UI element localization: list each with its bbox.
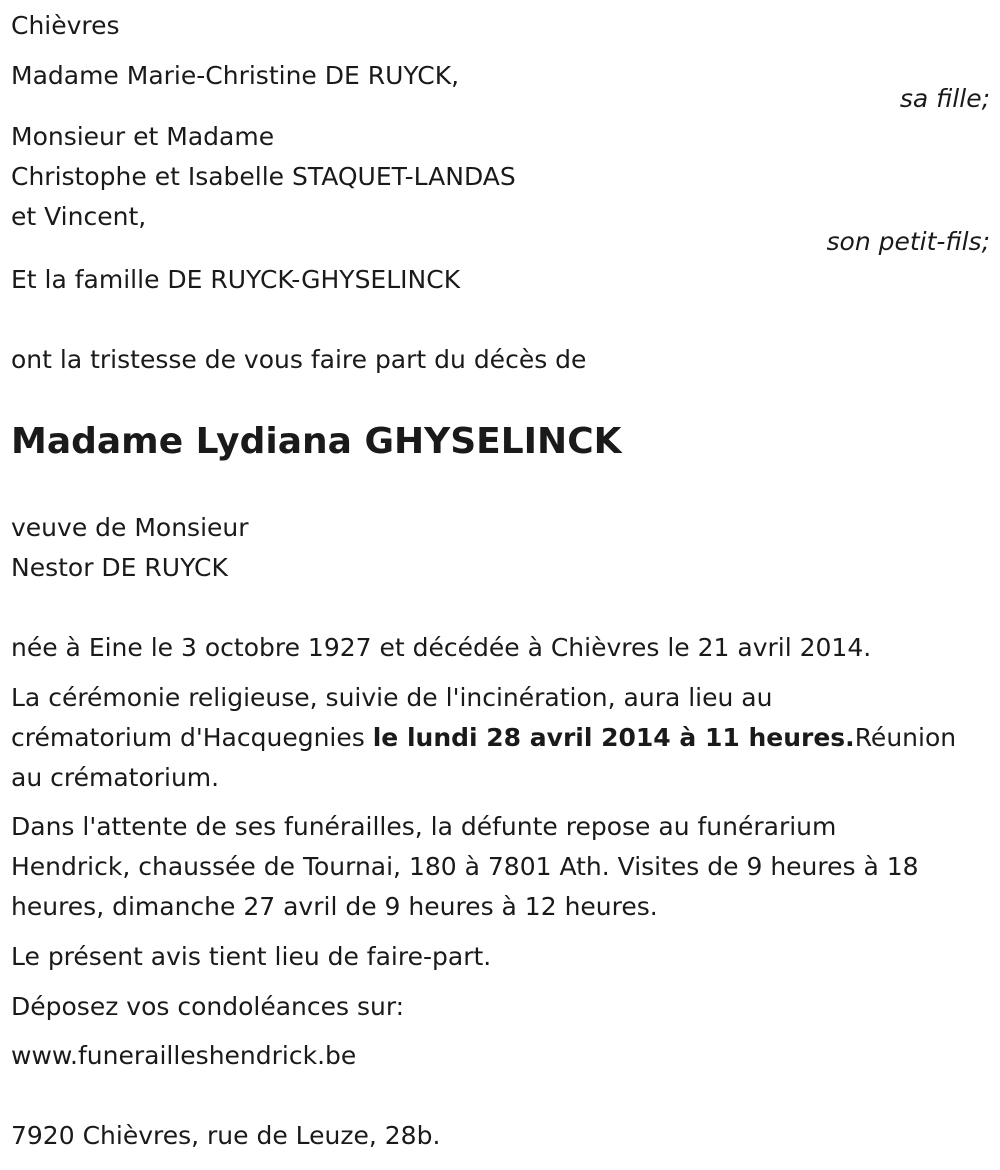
condolences-link[interactable]: www.funerailleshendrick.be xyxy=(11,1041,357,1070)
announcement-text: ont la tristesse de vous faire part du décès de xyxy=(11,345,587,374)
header-place: Chièvres xyxy=(11,11,120,40)
birth-death-line: née à Eine le 3 octobre 1927 et décédée à Chièvres le 21 avril 2014. xyxy=(11,633,872,662)
grandson-relation: son petit-fils; xyxy=(826,227,990,256)
deceased-name: Madame Lydiana GHYSELINCK xyxy=(11,421,622,462)
grandson-line-3: et Vincent, xyxy=(11,202,147,231)
daughter-name: Madame Marie-Christine DE RUYCK, xyxy=(11,61,460,90)
ceremony-date: le lundi 28 avril 2014 à 11 heures. xyxy=(372,723,855,752)
ceremony-line-1: La cérémonie religieuse, suivie de l'incinération, aura lieu au xyxy=(11,683,773,712)
visitation-line-2: Hendrick, chaussée de Tournai, 180 à 7801 Ath. Visites de 9 heures à 18 xyxy=(11,852,919,881)
widow-line-1: veuve de Monsieur xyxy=(11,513,249,542)
home-address: 7920 Chièvres, rue de Leuze, 28b. xyxy=(11,1121,441,1150)
notice-text: Le présent avis tient lieu de faire-part. xyxy=(11,942,492,971)
visitation-line-3: heures, dimanche 27 avril de 9 heures à 12 heures. xyxy=(11,892,658,921)
ceremony-reunion: Réunion xyxy=(854,723,957,752)
daughter-relation: sa fille; xyxy=(899,84,990,113)
extended-family: Et la famille DE RUYCK-GHYSELINCK xyxy=(11,265,461,294)
condolences-label: Déposez vos condoléances sur: xyxy=(11,992,405,1021)
widow-line-2: Nestor DE RUYCK xyxy=(11,553,228,582)
ceremony-line-3: au crématorium. xyxy=(11,763,220,792)
grandson-line-1: Monsieur et Madame xyxy=(11,122,275,151)
visitation-line-1: Dans l'attente de ses funérailles, la défunte repose au funérarium xyxy=(11,812,837,841)
grandson-line-2: Christophe et Isabelle STAQUET-LANDAS xyxy=(11,162,516,191)
ceremony-location: crématorium d'Hacquegnies xyxy=(11,723,373,752)
ceremony-line-2 xyxy=(11,718,956,758)
